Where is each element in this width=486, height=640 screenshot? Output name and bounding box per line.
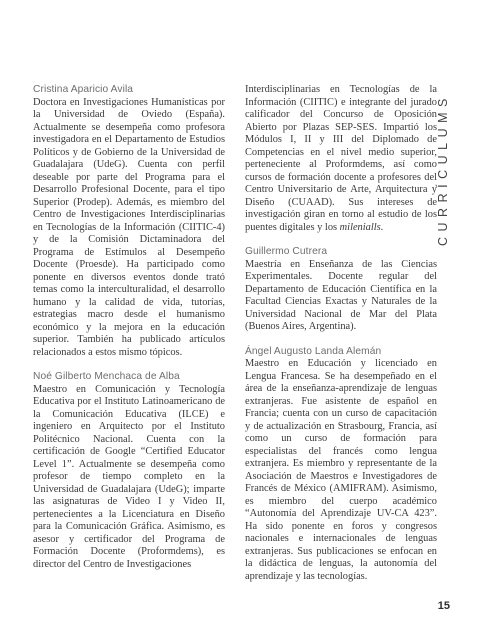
cv-name: Guillermo Cutrera — [245, 246, 328, 257]
cv-entry-cutrera — [245, 246, 437, 334]
cv-text: Maestría en Enseñanza de las Ciencias Experimentales. Docente regular del Departamento de Educación Científica en la Facultad Ciencias Exactas y Naturales de la Universidad Nacional de Mar del Plata (Buenos Aires, Argentina). — [245, 258, 437, 332]
cv-name: Cristina Aparicio Avila — [33, 84, 134, 95]
cv-name: Ángel Augusto Landa Alemán — [245, 345, 382, 357]
cv-entry-menchaca — [33, 371, 225, 571]
section-title-vertical: CURRÍCULUMS — [436, 93, 450, 246]
italic-word: milenialls — [339, 221, 381, 233]
cv-text: Maestro en Educación y licenciado en Lengua Francesa. Se ha desempeñado en el área de la enseñanza-aprendizaje de lenguas extranjeras. Fue asistente de español en Francia; cuenta con un curso de capacitación y de actualización en Strasbourg, Francia, así como un curso de formación para especialistas del francés como lengua extranjera. Es miembro y representante de la Asociación de Maestros e Investigadores de Francés de México (AMIFRAM). Asimismo, es miembro del cuerpo académico “Autonomía del Aprendizaje UV-CA 423”. Ha sido ponente en foros y congresos nacionales e internacionales de lenguas extranjeras. Sus publicaciones se enfocan en la didáctica de lenguas, la autonomía del aprendizaje y las tecnologías. — [245, 358, 437, 582]
cv-entry-landa — [245, 346, 437, 584]
left-column — [33, 84, 225, 581]
continued-text: Interdisciplinarias en Tecnologías de la Información (CIITIC) e integrante del jurado calificador del Concurso de Oposición Abierto por Plazas SEP-SES. Impartió los Módulos I, II y III del Diplomado de Competencias en el nivel medio superior, perteneciente al Proformdems, así como cursos de formación docente a profesores del Centro Universitario de Arte, Arquitectura y Diseño (CUAAD). Sus intereses de investigación giran en torno al estudio de los puentes digitales y los — [245, 84, 437, 233]
cv-text-continued — [245, 84, 437, 234]
right-column — [245, 84, 437, 593]
page-number: 15 — [437, 600, 450, 612]
cv-name: Noé Gilberto Menchaca de Alba — [33, 371, 180, 382]
cv-entry-aparicio — [33, 84, 225, 359]
continued-end: . — [380, 221, 384, 233]
cv-text: Doctora en Investigaciones Humanísticas por la Universidad de Oviedo (España). Actualmente se desempeña como profesora investigadora en el Departamento de Estudios Políticos y de Gobierno de la Universidad de Guadalajara (UdeG). Cuenta con perfil deseable por parte del Programa para el Desarrollo Profesional Docente, para el tipo Superior (Prodep). Además, es miembro del Centro de Investigaciones Interdisciplinarias en Tecnologías de la Información (CIITIC-4) y de la Comisión Dictaminadora del Programa de Estímulos al Desempeño Docente (Proesde). Ha participado como ponente en diversos eventos donde trató temas como la interculturalidad, el desarrollo humano y la calidad de vida, tutorías, estrategias macro desde el humanismo económico y la mejora en la educación superior. También ha publicado artículos relacionados a estos mismo tópicos. — [33, 96, 225, 358]
cv-entry-menchaca-continued — [245, 84, 437, 234]
cv-text: Maestro en Comunicación y Tecnología Educativa por el Instituto Latinoamericano de la Comunicación Educativa (ILCE) e ingeniero en Arquitecto por el Instituto Politécnico Nacional. Cuenta con la certificación de Google “Certified Educator Level 1”. Actualmente se desempeña como profesor de tiempo completo en la Universidad de Guadalajara (UdeG); imparte las asignaturas de Video I y Video II, pertenecientes a la Licenciatura en Diseño para la Comunicación Gráfica. Asimismo, es asesor y certificador del Programa de Formación Docente (Proformdems), es director del Centro de Investigaciones — [33, 383, 225, 570]
